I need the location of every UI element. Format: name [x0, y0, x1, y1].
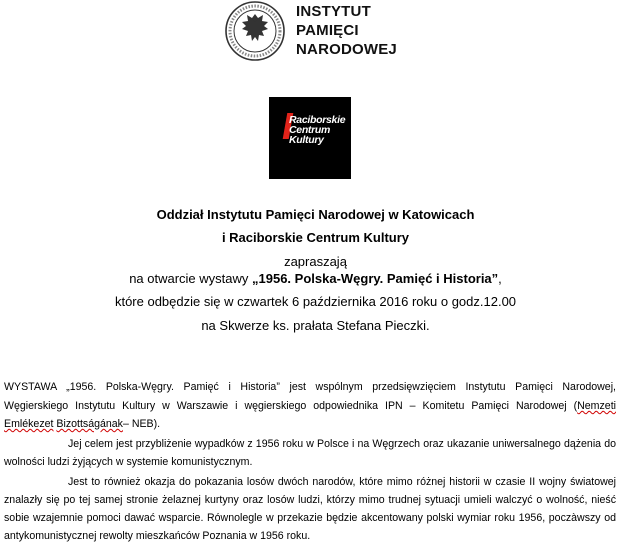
body-text: Nemzeti — [577, 400, 616, 412]
invitation-text: na otwarcie wystawy — [129, 271, 253, 286]
ipn-logo — [224, 0, 396, 62]
body-line: znalazły się po tej samej stronie żelaznej kurtyny oraz losów ludzi, którzy mimo trudnej sytuacji umieli walczyć o wolność, nieść — [4, 494, 616, 506]
body-line: Jest to również okazja do pokazania losów dwóch narodów, które mimo różnej historii w czasie II wojny światowej — [68, 476, 616, 488]
body-text: – NEB). — [122, 418, 161, 430]
body-line: sobie wzajemnie pomoci dawać wsparcie. Równolegle w przekazie będzie akcentowany polski wymiar roku 1956, poczàwszy od — [4, 512, 616, 524]
ipn-wordmark — [296, 2, 406, 59]
rck-wordmark-line: Centrum — [289, 124, 331, 136]
exhibition-title: „1956. Polska-Węgry. Pamięć i Historia” — [252, 271, 499, 286]
body-text: Węgierskiego Instytutu Kultury w Warszawie i węgierskiego odpowiednika IPN – Komitetu Pamięci Narodowej ( — [4, 400, 578, 412]
body-text: Emlékezet — [4, 418, 54, 430]
body-line: Jej celem jest przybliżenie wypadków z 1956 roku w Polsce i na Węgrzech oraz ukazanie uniwersalnego dążenia do — [68, 438, 616, 450]
body-line: WYSTAWA „1956. Polska-Węgry. Pamięć i Historia” jest wspólnym przedsięwzięciem Instytutu Pamięci Narodowej, — [4, 381, 616, 393]
body-line — [4, 397, 616, 416]
invitation-text: , — [498, 271, 502, 286]
invitation-line — [0, 271, 631, 286]
invitation-line: i Raciborskie Centrum Kultury — [221, 230, 410, 245]
invitation-line: zapraszają — [284, 254, 347, 269]
invitation-line: które odbędzie się w czwartek 6 października 2016 roku o godz.12.00 — [114, 294, 517, 309]
body-line: antykomunistycznej rewolty mieszkańców Poznania w 1956 roku. — [4, 530, 311, 542]
eagle-seal-icon — [224, 0, 286, 62]
invitation-line: na Skwerze ks. prałata Stefana Pieczki. — [201, 318, 430, 333]
ipn-wordmark-line: INSTYTUT — [296, 3, 371, 20]
invitation-line: Oddział Instytutu Pamięci Narodowej w Katowicach — [156, 207, 475, 222]
ipn-wordmark-line: PAMIĘCI — [296, 22, 359, 39]
body-text: Bizottságának — [56, 418, 123, 430]
body-line — [4, 415, 616, 434]
body-line: wolności ludzi żyjących w systemie komunistycznym. — [4, 456, 253, 468]
ipn-wordmark-line: NARODOWEJ — [296, 41, 397, 58]
rck-wordmark — [289, 115, 349, 145]
rck-wordmark-line: Raciborskie — [289, 114, 346, 126]
rck-logo — [269, 97, 351, 179]
rck-wordmark-line: Kultury — [289, 134, 324, 146]
